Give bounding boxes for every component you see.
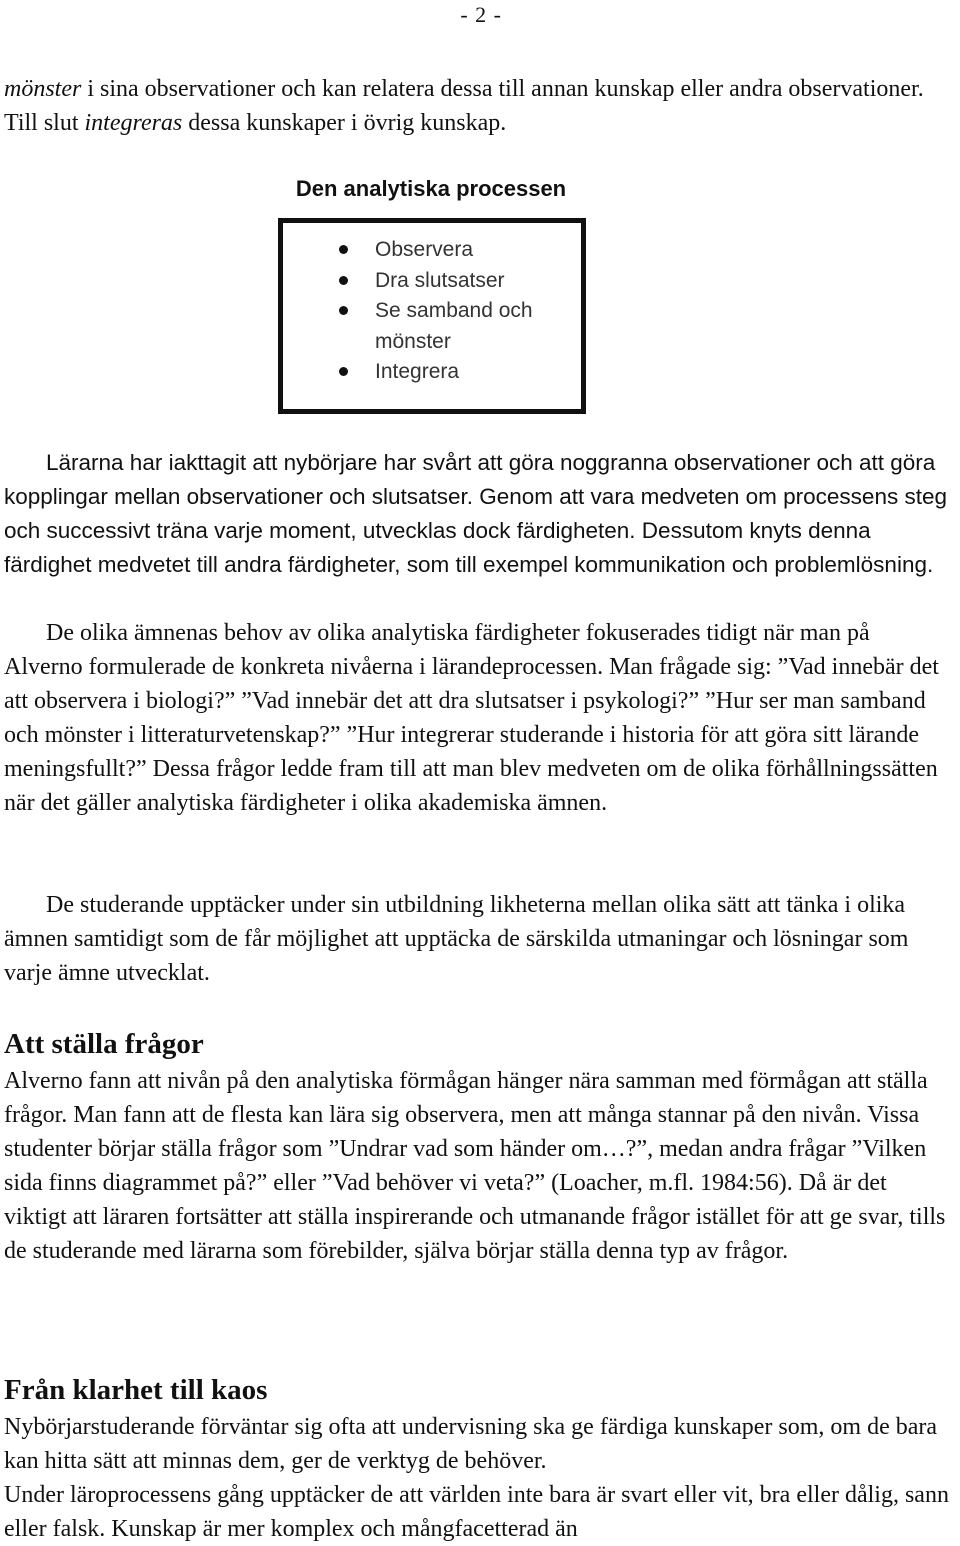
- heading-att-stalla-fragor: Att ställa frågor: [4, 1028, 204, 1060]
- process-item-se-samband: [283, 296, 553, 357]
- process-item-observera: [283, 235, 581, 266]
- process-list: [283, 223, 581, 388]
- process-item-label: Integrera: [375, 360, 460, 383]
- paragraph-observationer-text: Lärarna har iakttagit att nybörjare har svårt att göra noggranna observationer och att göra kopplingar mellan observationer och slutsatser. Genom att vara medveten om processens steg och successivt träna varje moment, utvecklas dock färdigheten. Dessutom knyts denna färdighet medvetet till andra färdigheter, som till exempel kommunikation och problemlösning.: [4, 450, 947, 577]
- analytic-process-box: [278, 218, 586, 414]
- process-box-title: Den analytiska processen: [295, 176, 567, 201]
- intro-emphasis-integreras: integreras: [84, 110, 183, 136]
- paragraph-klarhet-1: Nybörjarstuderande förväntar sig ofta att undervisning ska ge färdiga kunskaper som, om de bara kan hitta sätt att minnas dem, ger de verktyg de behöver.: [4, 1414, 938, 1474]
- process-item-label: Observera: [375, 238, 474, 261]
- paragraph-amnenas-behov-text: De olika ämnenas behov av olika analytiska färdigheter fokuserades tidigt när man på Alverno formulerade de konkreta nivåerna i lärandeprocessen. Man frågade sig: ”Vad innebär det att observera i biologi?” ”Vad innebär det att dra slutsatser i psykologi?” ”Hur ser man samband och mönster i litteraturvetenskap?” ”Hur integrerar studerande i historia för att göra sitt lärande meningsfullt?” Dessa frågor ledde fram till att man blev medveten om de olika förhållningssätten när det gäller analytiska färdigheter i olika akademiska ämnen.: [4, 620, 939, 816]
- intro-paragraph: [4, 72, 952, 140]
- process-item-label: Dra slutsatser: [375, 268, 505, 292]
- intro-text-1: i sina observationer och kan relatera dessa till annan kunskap eller andra observationer. Till slut: [4, 76, 924, 136]
- paragraph-klarhet-2: Under läroprocessens gång upptäcker de att världen inte bara är svart eller vit, bra eller dålig, sann eller falsk. Kunskap är mer komplex och mångfacetterad än: [4, 1482, 949, 1542]
- bullet-icon: [339, 367, 348, 376]
- intro-emphasis-monster: mönster: [4, 76, 82, 102]
- paragraph-amnenas-behov: [4, 616, 952, 820]
- process-item-integrera: [283, 357, 581, 388]
- heading-fran-klarhet-till-kaos: Från klarhet till kaos: [4, 1374, 268, 1406]
- paragraph-studerande-text: De studerande upptäcker under sin utbildning likheterna mellan olika sätt att tänka i olika ämnen samtidigt som de får möjlighet att upptäcka de särskilda utmaningar och lösningar som varje ämne utvecklat.: [4, 892, 909, 986]
- bullet-icon: [339, 306, 348, 315]
- paragraph-studerande: [4, 888, 952, 990]
- paragraph-observationer: [4, 446, 952, 582]
- process-item-label: Se samband och mönster: [375, 299, 533, 353]
- bullet-icon: [339, 276, 348, 285]
- process-item-dra-slutsatser: [283, 266, 581, 297]
- paragraph-att-stalla-fragor: Alverno fann att nivån på den analytiska förmågan hänger nära samman med förmågan att ställa frågor. Man fann att de flesta kan lära sig observera, men att många stannar på den nivån. Vissa studenter börjar ställa frågor som ”Undrar vad som händer om…?”, medan andra frågar ”Vilken sida finns diagrammet på?” eller ”Vad behöver vi veta?” (Loacher, m.fl. 1984:56). Då är det viktigt att läraren fortsätter att ställa inspirerande och utmanande frågor istället för att ge svar, tills de studerande med lärarna som förebilder, själva börjar ställa denna typ av frågor.: [4, 1068, 946, 1264]
- intro-text-2: dessa kunskaper i övrig kunskap.: [182, 110, 507, 136]
- bullet-icon: [339, 245, 348, 254]
- page-number: - 2 -: [460, 2, 502, 27]
